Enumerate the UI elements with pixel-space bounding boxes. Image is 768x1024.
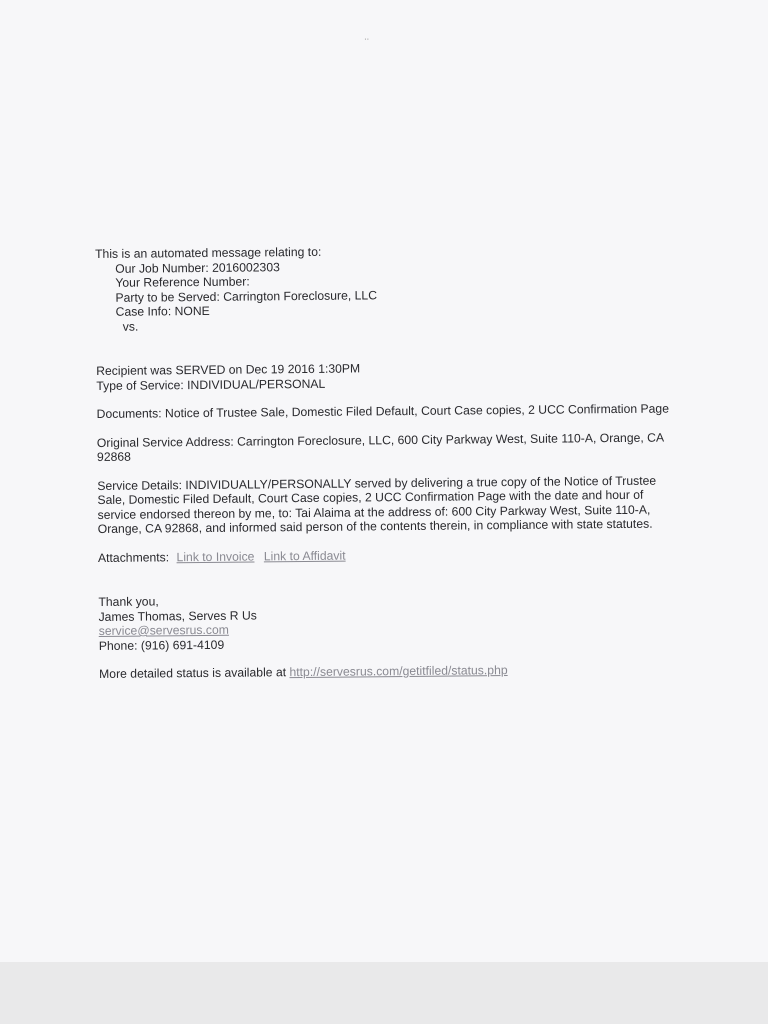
invoice-link[interactable]: Link to Invoice bbox=[176, 548, 255, 564]
versus-text: vs. bbox=[122, 319, 139, 334]
status-text: More detailed status is available at bbox=[99, 665, 287, 681]
party-to-serve: Party to be Served: Carrington Foreclosure, LLC bbox=[115, 287, 378, 305]
recipient-status: Recipient was SERVED on Dec 19 2016 1:30PM bbox=[96, 361, 361, 378]
sender-name: James Thomas, Serves R Us bbox=[98, 607, 257, 624]
affidavit-link[interactable]: Link to Affidavit bbox=[263, 548, 346, 563]
service-type: Type of Service: INDIVIDUAL/PERSONAL bbox=[96, 376, 326, 393]
service-details-line-1: Service Details: INDIVIDUALLY/PERSONALLY served by delivering a true copy of the Notice of Trustee bbox=[97, 473, 657, 493]
scan-speck-mark: ⋅⋅ bbox=[364, 35, 370, 44]
documents-line: Documents: Notice of Trustee Sale, Domestic Filed Default, Court Case copies, 2 UCC Confirmation Page bbox=[96, 401, 670, 421]
service-details-line-4: Orange, CA 92868, and informed said person of the contents therein, in compliance with state statutes. bbox=[97, 516, 653, 536]
case-info: Case Info: NONE bbox=[115, 303, 210, 319]
job-number: Our Job Number: 2016002303 bbox=[115, 259, 280, 276]
attachments-label: Attachments: bbox=[97, 549, 170, 565]
reference-number: Your Reference Number: bbox=[115, 274, 250, 290]
original-address-line-2: 92868 bbox=[96, 449, 131, 464]
email-body bbox=[95, 241, 709, 681]
service-details-line-2: Sale, Domestic Filed Default, Court Case copies, 2 UCC Confirmation Page with the date and hour of bbox=[97, 487, 644, 507]
intro-text: This is an automated message relating to: bbox=[95, 244, 322, 261]
status-link[interactable]: http://servesrus.com/getitfiled/status.php bbox=[289, 663, 508, 680]
scanner-bed-edge bbox=[0, 962, 768, 1024]
service-details-line-3: service endorsed thereon by me, to: Tai Alaima at the address of: 600 City Parkway West, Suite 110-A, bbox=[97, 502, 651, 522]
email-link[interactable]: service@servesrus.com bbox=[98, 622, 229, 638]
original-address-line-1: Original Service Address: Carrington Foreclosure, LLC, 600 City Parkway West, Suite 110-A, Orange, CA bbox=[96, 430, 665, 450]
phone-number: Phone: (916) 691-4109 bbox=[98, 637, 225, 653]
thanks-text: Thank you, bbox=[98, 594, 159, 609]
